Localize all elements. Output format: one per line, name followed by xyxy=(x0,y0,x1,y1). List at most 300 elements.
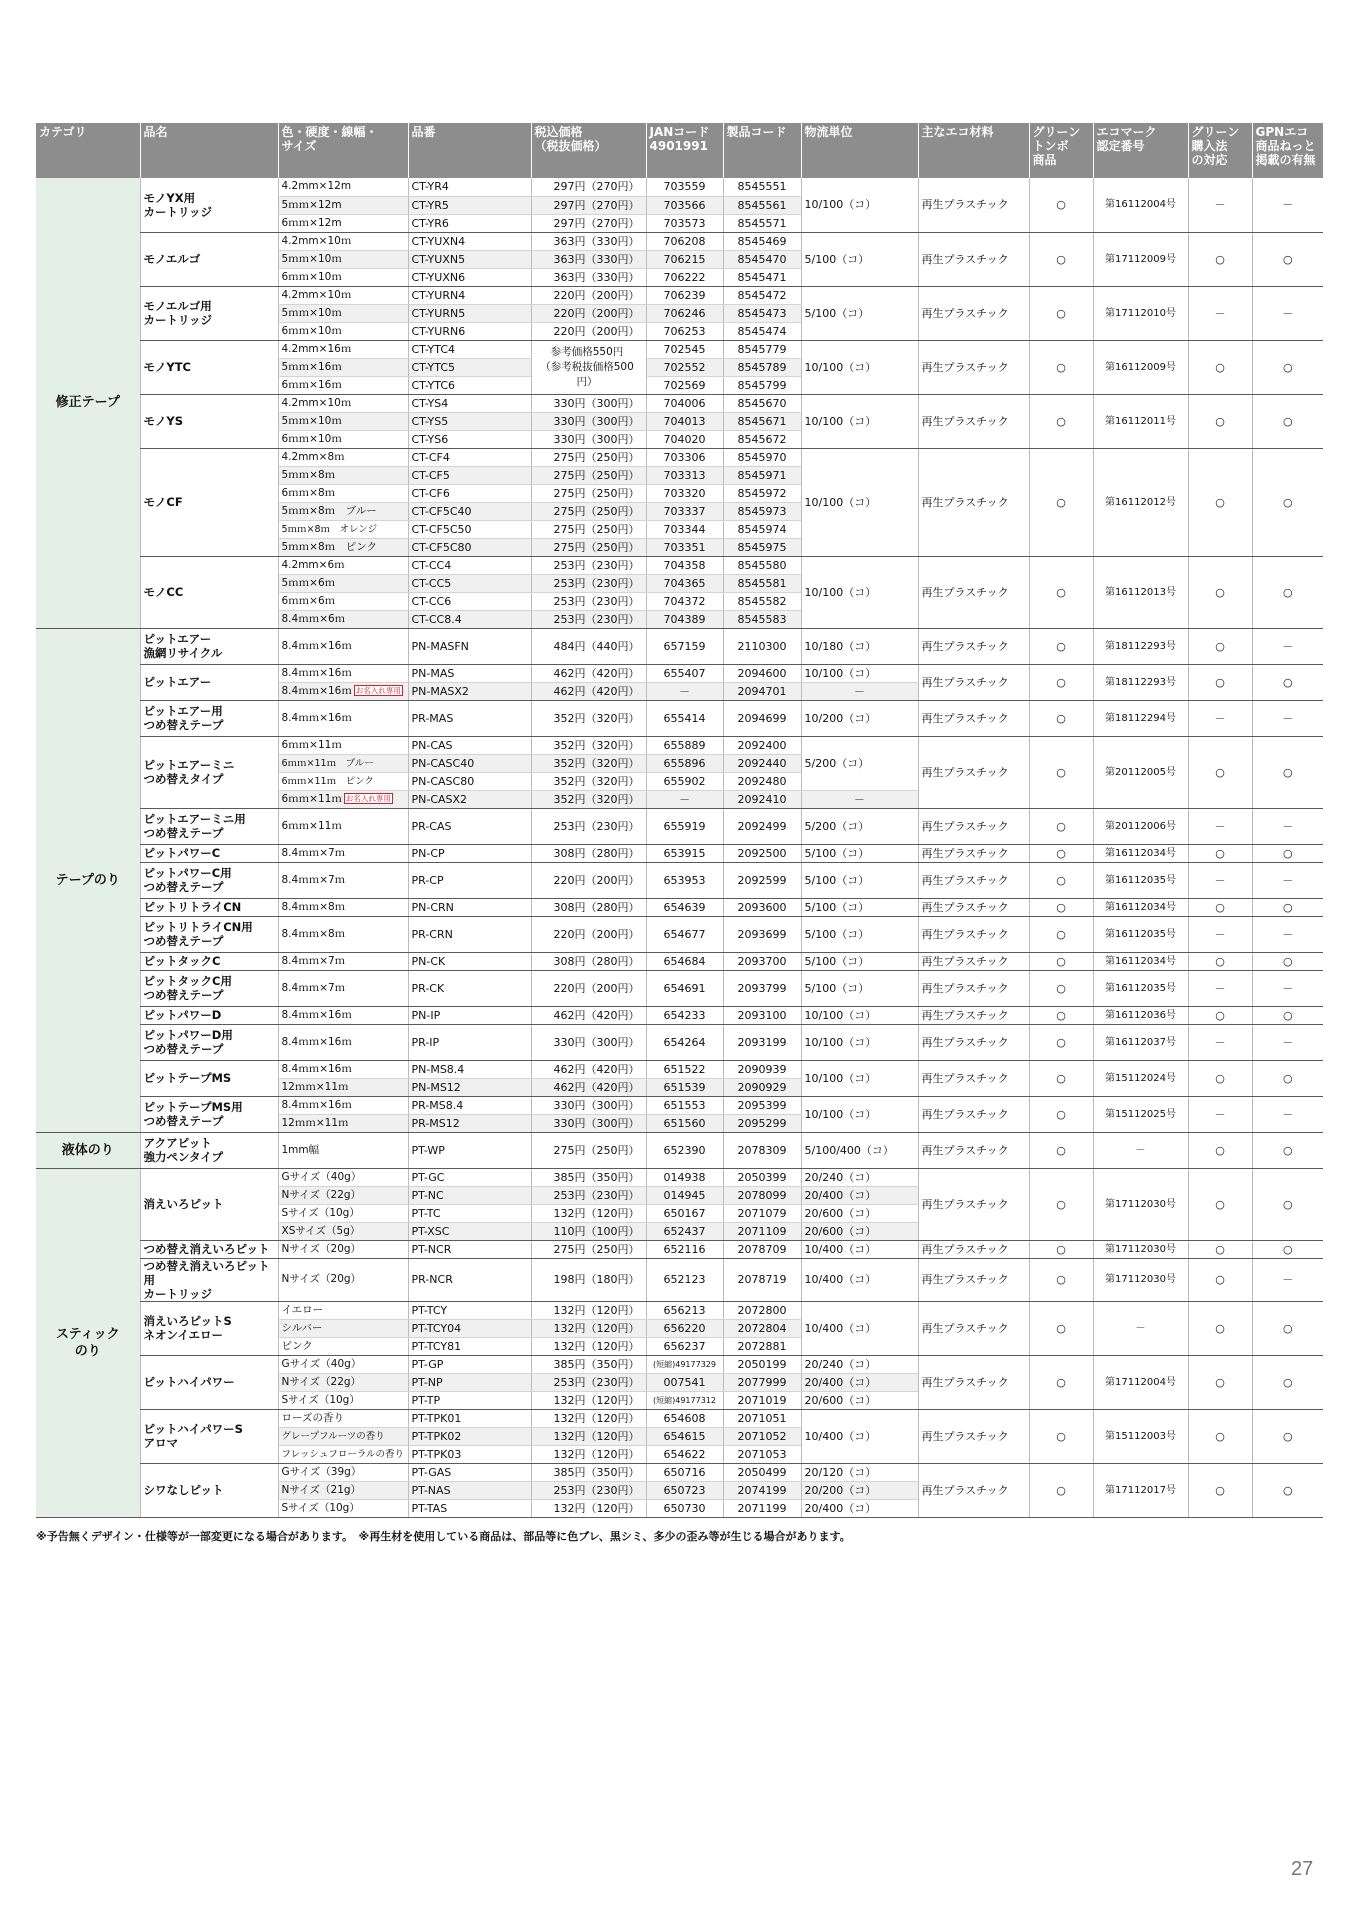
ecomark-number: 第17112017号 xyxy=(1093,1463,1188,1517)
spec-cell: 6ｍｍ×6ｍ xyxy=(278,592,408,610)
jan-code: 650716 xyxy=(646,1463,723,1481)
gpn-listing: ○ xyxy=(1252,898,1323,916)
product-code: 2092400 xyxy=(723,736,801,754)
product-code: 2093700 xyxy=(723,952,801,970)
product-code: 8545470 xyxy=(723,250,801,268)
logistics-unit: 20/400（コ） xyxy=(801,1373,918,1391)
gpn-listing: ○ xyxy=(1252,1168,1323,1240)
price-cell: 330円（300円） xyxy=(531,394,646,412)
table-row xyxy=(36,664,1323,682)
product-name: モノエルゴ xyxy=(140,232,278,286)
spec-cell: 12ｍｍ×11ｍ xyxy=(278,1078,408,1096)
price-cell: 330円（300円） xyxy=(531,1096,646,1114)
product-code: 8545581 xyxy=(723,574,801,592)
jan-code: (短縮)49177312 xyxy=(646,1391,723,1409)
item-code: CT-YTC4 xyxy=(408,340,531,358)
item-code: PT-TPK02 xyxy=(408,1427,531,1445)
logistics-unit: 20/400（コ） xyxy=(801,1186,918,1204)
item-code: CT-CC6 xyxy=(408,592,531,610)
product-code: 2071053 xyxy=(723,1445,801,1463)
spec-cell: 5ｍｍ×8ｍ ブルー xyxy=(278,502,408,520)
spec-cell: 8.4ｍｍ×7ｍ xyxy=(278,952,408,970)
eco-material: 再生プラスチック xyxy=(918,1463,1029,1517)
green-purchase-law: ○ xyxy=(1188,1240,1252,1258)
price-cell: 275円（250円） xyxy=(531,466,646,484)
spec-cell: 8.4ｍｍ×7ｍ xyxy=(278,862,408,898)
logistics-unit: 5/100（コ） xyxy=(801,952,918,970)
logistics-unit: 10/100（コ） xyxy=(801,664,918,682)
product-code: 2078309 xyxy=(723,1132,801,1168)
price-cell: 308円（280円） xyxy=(531,844,646,862)
ecomark-number: 第18112293号 xyxy=(1093,628,1188,664)
logistics-unit: 10/100（コ） xyxy=(801,1060,918,1096)
green-purchase-law: ○ xyxy=(1188,340,1252,394)
spec-cell: グレープフルーツの香り xyxy=(278,1427,408,1445)
spec-cell: 6ｍｍ×12m xyxy=(278,214,408,232)
column-header: カテゴリ xyxy=(36,123,140,178)
spec-cell: 4.2mm×8ｍ xyxy=(278,448,408,466)
ecomark-number: 第16112035号 xyxy=(1093,970,1188,1006)
price-cell: 275円（250円） xyxy=(531,484,646,502)
table-row xyxy=(36,1463,1323,1481)
logistics-unit: 20/200（コ） xyxy=(801,1481,918,1499)
green-tombow-mark: ○ xyxy=(1029,916,1093,952)
product-name: ピットエアー用 つめ替えテープ xyxy=(140,700,278,736)
table-row xyxy=(36,1240,1323,1258)
jan-code: 703337 xyxy=(646,502,723,520)
jan-code: 703351 xyxy=(646,538,723,556)
price-cell: 220円（200円） xyxy=(531,286,646,304)
spec-cell: 6ｍｍ×10ｍ xyxy=(278,430,408,448)
price-cell: 132円（120円） xyxy=(531,1409,646,1427)
eco-material: 再生プラスチック xyxy=(918,1096,1029,1132)
product-code: 2071199 xyxy=(723,1499,801,1517)
product-code: 8545583 xyxy=(723,610,801,628)
green-purchase-law: ○ xyxy=(1188,232,1252,286)
product-code: 2092480 xyxy=(723,772,801,790)
item-code: PR-CRN xyxy=(408,916,531,952)
green-tombow-mark: ○ xyxy=(1029,448,1093,556)
price-cell: 297円（270円） xyxy=(531,214,646,232)
green-purchase-law: ○ xyxy=(1188,1355,1252,1409)
green-tombow-mark: ○ xyxy=(1029,736,1093,808)
logistics-unit: 5/100（コ） xyxy=(801,862,918,898)
gpn-listing: － xyxy=(1252,178,1323,232)
green-tombow-mark: ○ xyxy=(1029,1240,1093,1258)
green-purchase-law: ○ xyxy=(1188,1132,1252,1168)
gpn-listing: － xyxy=(1252,1024,1323,1060)
spec-cell: Sサイズ（10g） xyxy=(278,1204,408,1222)
green-purchase-law: ○ xyxy=(1188,448,1252,556)
jan-code: 654684 xyxy=(646,952,723,970)
price-cell: 275円（250円） xyxy=(531,1132,646,1168)
column-header: グリーン 購入法 の対応 xyxy=(1188,123,1252,178)
jan-code: 652116 xyxy=(646,1240,723,1258)
product-code: 8545471 xyxy=(723,268,801,286)
spec-cell: 8.4ｍｍ×16ｍ xyxy=(278,700,408,736)
jan-code: 652437 xyxy=(646,1222,723,1240)
green-tombow-mark: ○ xyxy=(1029,898,1093,916)
price-cell: 385円（350円） xyxy=(531,1355,646,1373)
table-row xyxy=(36,1355,1323,1373)
jan-code: 014938 xyxy=(646,1168,723,1186)
gpn-listing: ○ xyxy=(1252,1240,1323,1258)
gpn-listing: ○ xyxy=(1252,1132,1323,1168)
jan-code: 651522 xyxy=(646,1060,723,1078)
price-cell: 275円（250円） xyxy=(531,448,646,466)
product-code: 2050499 xyxy=(723,1463,801,1481)
jan-code: 654622 xyxy=(646,1445,723,1463)
green-purchase-law: ○ xyxy=(1188,664,1252,700)
item-code: CT-YUXN6 xyxy=(408,268,531,286)
price-cell: 352円（320円） xyxy=(531,790,646,808)
item-code: PT-TP xyxy=(408,1391,531,1409)
price-cell: 352円（320円） xyxy=(531,736,646,754)
logistics-unit: 10/400（コ） xyxy=(801,1301,918,1355)
spec-cell: 6ｍｍ×16ｍ xyxy=(278,376,408,394)
price-cell: 363円（330円） xyxy=(531,232,646,250)
jan-code: 656220 xyxy=(646,1319,723,1337)
spec-cell: 8.4ｍｍ×16ｍ xyxy=(278,1096,408,1114)
spec-cell: 6ｍｍ×11ｍ xyxy=(278,808,408,844)
logistics-unit: 10/100（コ） xyxy=(801,1006,918,1024)
product-code: 8545974 xyxy=(723,520,801,538)
item-code: PR-MAS xyxy=(408,700,531,736)
spec-cell: 5ｍｍ×8ｍ オレンジ xyxy=(278,520,408,538)
green-purchase-law: ○ xyxy=(1188,844,1252,862)
logistics-unit: 10/400（コ） xyxy=(801,1409,918,1463)
ecomark-number: 第15112003号 xyxy=(1093,1409,1188,1463)
product-code: 8545971 xyxy=(723,466,801,484)
green-tombow-mark: ○ xyxy=(1029,1409,1093,1463)
logistics-unit: 10/100（コ） xyxy=(801,340,918,394)
product-name: ピットハイパワー xyxy=(140,1355,278,1409)
product-code: 8545473 xyxy=(723,304,801,322)
table-row xyxy=(36,736,1323,754)
logistics-unit: 20/240（コ） xyxy=(801,1355,918,1373)
green-tombow-mark: ○ xyxy=(1029,1006,1093,1024)
eco-material: 再生プラスチック xyxy=(918,1258,1029,1301)
gpn-listing: － xyxy=(1252,286,1323,340)
item-code: PT-TCY xyxy=(408,1301,531,1319)
table-row xyxy=(36,898,1323,916)
logistics-unit: 5/200（コ） xyxy=(801,808,918,844)
spec-cell: 5ｍｍ×12m xyxy=(278,196,408,214)
jan-code: 704006 xyxy=(646,394,723,412)
table-body xyxy=(36,178,1323,1517)
item-code: PN-MASX2 xyxy=(408,682,531,700)
product-name: 消えいろピット xyxy=(140,1168,278,1240)
price-cell: 297円（270円） xyxy=(531,196,646,214)
ecomark-number: 第17112009号 xyxy=(1093,232,1188,286)
ecomark-number: 第16112035号 xyxy=(1093,916,1188,952)
product-code: 2092499 xyxy=(723,808,801,844)
eco-material: 再生プラスチック xyxy=(918,628,1029,664)
product-code: 2072804 xyxy=(723,1319,801,1337)
spec-cell: 5ｍｍ×8ｍ ピンク xyxy=(278,538,408,556)
product-code: 2078099 xyxy=(723,1186,801,1204)
ecomark-number: 第17112030号 xyxy=(1093,1258,1188,1301)
product-code: 2092599 xyxy=(723,862,801,898)
gpn-listing: ○ xyxy=(1252,340,1323,394)
product-code: 8545561 xyxy=(723,196,801,214)
green-tombow-mark: ○ xyxy=(1029,628,1093,664)
table-row xyxy=(36,844,1323,862)
product-code: 2071019 xyxy=(723,1391,801,1409)
jan-code: 655902 xyxy=(646,772,723,790)
logistics-unit: 20/600（コ） xyxy=(801,1222,918,1240)
price-cell: 352円（320円） xyxy=(531,700,646,736)
spec-cell: 6ｍｍ×10ｍ xyxy=(278,268,408,286)
item-code: CT-YR6 xyxy=(408,214,531,232)
ecomark-number: － xyxy=(1093,1132,1188,1168)
eco-material: 再生プラスチック xyxy=(918,394,1029,448)
gpn-listing: － xyxy=(1252,862,1323,898)
green-tombow-mark: ○ xyxy=(1029,1463,1093,1517)
product-code: 2094701 xyxy=(723,682,801,700)
product-code: 8545469 xyxy=(723,232,801,250)
price-cell: 132円（120円） xyxy=(531,1204,646,1222)
spec-cell: ローズの香り xyxy=(278,1409,408,1427)
jan-code: 657159 xyxy=(646,628,723,664)
product-code: 2050199 xyxy=(723,1355,801,1373)
product-code: 8545779 xyxy=(723,340,801,358)
price-cell: 462円（420円） xyxy=(531,1006,646,1024)
jan-code: 706239 xyxy=(646,286,723,304)
jan-code: 650167 xyxy=(646,1204,723,1222)
gpn-listing: ○ xyxy=(1252,1060,1323,1096)
product-name: ピットパワーC用 つめ替えテープ xyxy=(140,862,278,898)
product-code: 8545972 xyxy=(723,484,801,502)
table-row xyxy=(36,916,1323,952)
spec-cell: 8.4ｍｍ×16ｍ お名入れ専用 xyxy=(278,682,408,700)
price-cell: 253円（230円） xyxy=(531,1186,646,1204)
logistics-unit: 20/600（コ） xyxy=(801,1391,918,1409)
price-cell: 462円（420円） xyxy=(531,664,646,682)
jan-code: 702545 xyxy=(646,340,723,358)
jan-code: 702569 xyxy=(646,376,723,394)
gpn-listing: － xyxy=(1252,808,1323,844)
price-cell: 132円（120円） xyxy=(531,1427,646,1445)
spec-cell: 5ｍｍ×10ｍ xyxy=(278,412,408,430)
jan-code: 650730 xyxy=(646,1499,723,1517)
ecomark-number: 第16112034号 xyxy=(1093,952,1188,970)
ecomark-number: 第16112035号 xyxy=(1093,862,1188,898)
item-code: PN-CASC40 xyxy=(408,754,531,772)
item-code: CT-CC8.4 xyxy=(408,610,531,628)
price-cell: 132円（120円） xyxy=(531,1391,646,1409)
green-purchase-law: ○ xyxy=(1188,628,1252,664)
product-code: 2074199 xyxy=(723,1481,801,1499)
column-header: グリーン トンボ 商品 xyxy=(1029,123,1093,178)
column-header: 製品コード xyxy=(723,123,801,178)
item-code: PN-IP xyxy=(408,1006,531,1024)
logistics-unit: 10/100（コ） xyxy=(801,1024,918,1060)
item-code: PT-GP xyxy=(408,1355,531,1373)
ecomark-number: 第17112030号 xyxy=(1093,1240,1188,1258)
spec-cell: 6ｍｍ×11ｍ お名入れ専用 xyxy=(278,790,408,808)
category-cell: 液体のり xyxy=(36,1132,140,1168)
product-code: 2094600 xyxy=(723,664,801,682)
spec-cell: 6ｍｍ×8ｍ xyxy=(278,484,408,502)
price-cell: 363円（330円） xyxy=(531,268,646,286)
spec-cell: ピンク xyxy=(278,1337,408,1355)
product-code: 8545670 xyxy=(723,394,801,412)
item-code: CT-CF6 xyxy=(408,484,531,502)
jan-code: 654615 xyxy=(646,1427,723,1445)
price-cell: 132円（120円） xyxy=(531,1499,646,1517)
logistics-unit: 10/400（コ） xyxy=(801,1258,918,1301)
jan-code: 703573 xyxy=(646,214,723,232)
spec-cell: イエロー xyxy=(278,1301,408,1319)
product-code: 2093699 xyxy=(723,916,801,952)
price-cell: 220円（200円） xyxy=(531,304,646,322)
product-code: 2094699 xyxy=(723,700,801,736)
spec-cell: Nサイズ（20g） xyxy=(278,1258,408,1301)
green-purchase-law: ○ xyxy=(1188,952,1252,970)
item-code: PT-NAS xyxy=(408,1481,531,1499)
jan-code: 703566 xyxy=(646,196,723,214)
category-cell: 修正テープ xyxy=(36,178,140,628)
product-table xyxy=(36,123,1323,1518)
price-cell: 330円（300円） xyxy=(531,430,646,448)
page-number: 27 xyxy=(1291,1858,1314,1880)
eco-material: 再生プラスチック xyxy=(918,916,1029,952)
product-name: ピットエアー xyxy=(140,664,278,700)
jan-code: 656213 xyxy=(646,1301,723,1319)
green-tombow-mark: ○ xyxy=(1029,1096,1093,1132)
jan-code: 654233 xyxy=(646,1006,723,1024)
spec-cell: Nサイズ（22g） xyxy=(278,1186,408,1204)
jan-code: 651560 xyxy=(646,1114,723,1132)
price-cell: 352円（320円） xyxy=(531,772,646,790)
price-cell: 110円（100円） xyxy=(531,1222,646,1240)
item-code: PT-XSC xyxy=(408,1222,531,1240)
custom-name-badge: お名入れ専用 xyxy=(355,686,401,695)
ecomark-number: 第16112011号 xyxy=(1093,394,1188,448)
item-code: PR-CP xyxy=(408,862,531,898)
gpn-listing: － xyxy=(1252,970,1323,1006)
jan-code: 651539 xyxy=(646,1078,723,1096)
price-cell: 132円（120円） xyxy=(531,1337,646,1355)
product-code: 2050399 xyxy=(723,1168,801,1186)
product-code: 8545580 xyxy=(723,556,801,574)
spec-cell: 8.4ｍｍ×16ｍ xyxy=(278,628,408,664)
product-code: 8545973 xyxy=(723,502,801,520)
jan-code: 650723 xyxy=(646,1481,723,1499)
spec-cell: 8.4ｍｍ×7ｍ xyxy=(278,844,408,862)
table-row xyxy=(36,808,1323,844)
logistics-unit: 5/100/400（コ） xyxy=(801,1132,918,1168)
price-cell: 132円（120円） xyxy=(531,1319,646,1337)
spec-cell: Sサイズ（10g） xyxy=(278,1499,408,1517)
logistics-unit: － xyxy=(801,682,918,700)
spec-cell: 8.4ｍｍ×8ｍ xyxy=(278,898,408,916)
spec-cell: シルバー xyxy=(278,1319,408,1337)
product-name: ピットエアーミニ用 つめ替えテープ xyxy=(140,808,278,844)
item-code: PN-MAS xyxy=(408,664,531,682)
item-code: PR-MS12 xyxy=(408,1114,531,1132)
category-cell: スティック のり xyxy=(36,1168,140,1517)
green-purchase-law: － xyxy=(1188,916,1252,952)
logistics-unit: 5/100（コ） xyxy=(801,970,918,1006)
green-purchase-law: ○ xyxy=(1188,736,1252,808)
logistics-unit: 10/400（コ） xyxy=(801,1240,918,1258)
jan-code: 703306 xyxy=(646,448,723,466)
spec-cell: Nサイズ（22g） xyxy=(278,1373,408,1391)
jan-code: 652390 xyxy=(646,1132,723,1168)
jan-code: 007541 xyxy=(646,1373,723,1391)
eco-material: 再生プラスチック xyxy=(918,556,1029,628)
ecomark-number: 第18112294号 xyxy=(1093,700,1188,736)
spec-cell: 8.4ｍｍ×6ｍ xyxy=(278,610,408,628)
product-code: 2077999 xyxy=(723,1373,801,1391)
ecomark-number: 第20112006号 xyxy=(1093,808,1188,844)
eco-material: 再生プラスチック xyxy=(918,700,1029,736)
product-code: 2095399 xyxy=(723,1096,801,1114)
item-code: CT-CC4 xyxy=(408,556,531,574)
eco-material: 再生プラスチック xyxy=(918,898,1029,916)
product-name: シワなしピット xyxy=(140,1463,278,1517)
product-code: 8545472 xyxy=(723,286,801,304)
footnote: ※予告無くデザイン・仕様等が一部変更になる場合があります。 ※再生材を使用している商品は、部品等に色ブレ、黒シミ、多少の歪み等が生じる場合があります。 xyxy=(36,1530,851,1543)
price-cell: 253円（230円） xyxy=(531,808,646,844)
eco-material: 再生プラスチック xyxy=(918,952,1029,970)
spec-cell: 6ｍｍ×11ｍ xyxy=(278,736,408,754)
reference-price: 参考価格550円 （参考税抜価格500円） xyxy=(531,340,646,394)
product-name: ピットリトライCN用 つめ替えテープ xyxy=(140,916,278,952)
ecomark-number: 第16112004号 xyxy=(1093,178,1188,232)
item-code: CT-YS6 xyxy=(408,430,531,448)
category-cell: テープのり xyxy=(36,628,140,1132)
item-code: CT-CF5C50 xyxy=(408,520,531,538)
ecomark-number: 第17112010号 xyxy=(1093,286,1188,340)
ecomark-number: 第15112025号 xyxy=(1093,1096,1188,1132)
price-cell: 484円（440円） xyxy=(531,628,646,664)
product-code: 2093799 xyxy=(723,970,801,1006)
green-tombow-mark: ○ xyxy=(1029,664,1093,700)
item-code: PR-NCR xyxy=(408,1258,531,1301)
jan-code: 703320 xyxy=(646,484,723,502)
logistics-unit: 5/100（コ） xyxy=(801,844,918,862)
column-header: JANコード 4901991 xyxy=(646,123,723,178)
product-name: ピットパワーC xyxy=(140,844,278,862)
ecomark-number: 第16112034号 xyxy=(1093,844,1188,862)
green-purchase-law: － xyxy=(1188,862,1252,898)
spec-cell: Nサイズ（21g） xyxy=(278,1481,408,1499)
green-purchase-law: － xyxy=(1188,286,1252,340)
ecomark-number: 第20112005号 xyxy=(1093,736,1188,808)
spec-cell: 4.2mm×6ｍ xyxy=(278,556,408,574)
green-tombow-mark: ○ xyxy=(1029,178,1093,232)
item-code: CT-YR4 xyxy=(408,178,531,196)
column-header: 主なエコ材料 xyxy=(918,123,1029,178)
eco-material: 再生プラスチック xyxy=(918,232,1029,286)
spec-cell: 5ｍｍ×10ｍ xyxy=(278,250,408,268)
green-purchase-law: ○ xyxy=(1188,394,1252,448)
gpn-listing: ○ xyxy=(1252,1006,1323,1024)
product-name: ピットエアーミニ つめ替えタイプ xyxy=(140,736,278,808)
item-code: CT-YURN6 xyxy=(408,322,531,340)
product-name: 消えいろピットS ネオンイエロー xyxy=(140,1301,278,1355)
green-purchase-law: ○ xyxy=(1188,1258,1252,1301)
product-code: 8545671 xyxy=(723,412,801,430)
gpn-listing: ○ xyxy=(1252,1355,1323,1409)
item-code: PT-NC xyxy=(408,1186,531,1204)
price-cell: 253円（230円） xyxy=(531,1481,646,1499)
green-tombow-mark: ○ xyxy=(1029,1060,1093,1096)
logistics-unit: 10/100（コ） xyxy=(801,178,918,232)
